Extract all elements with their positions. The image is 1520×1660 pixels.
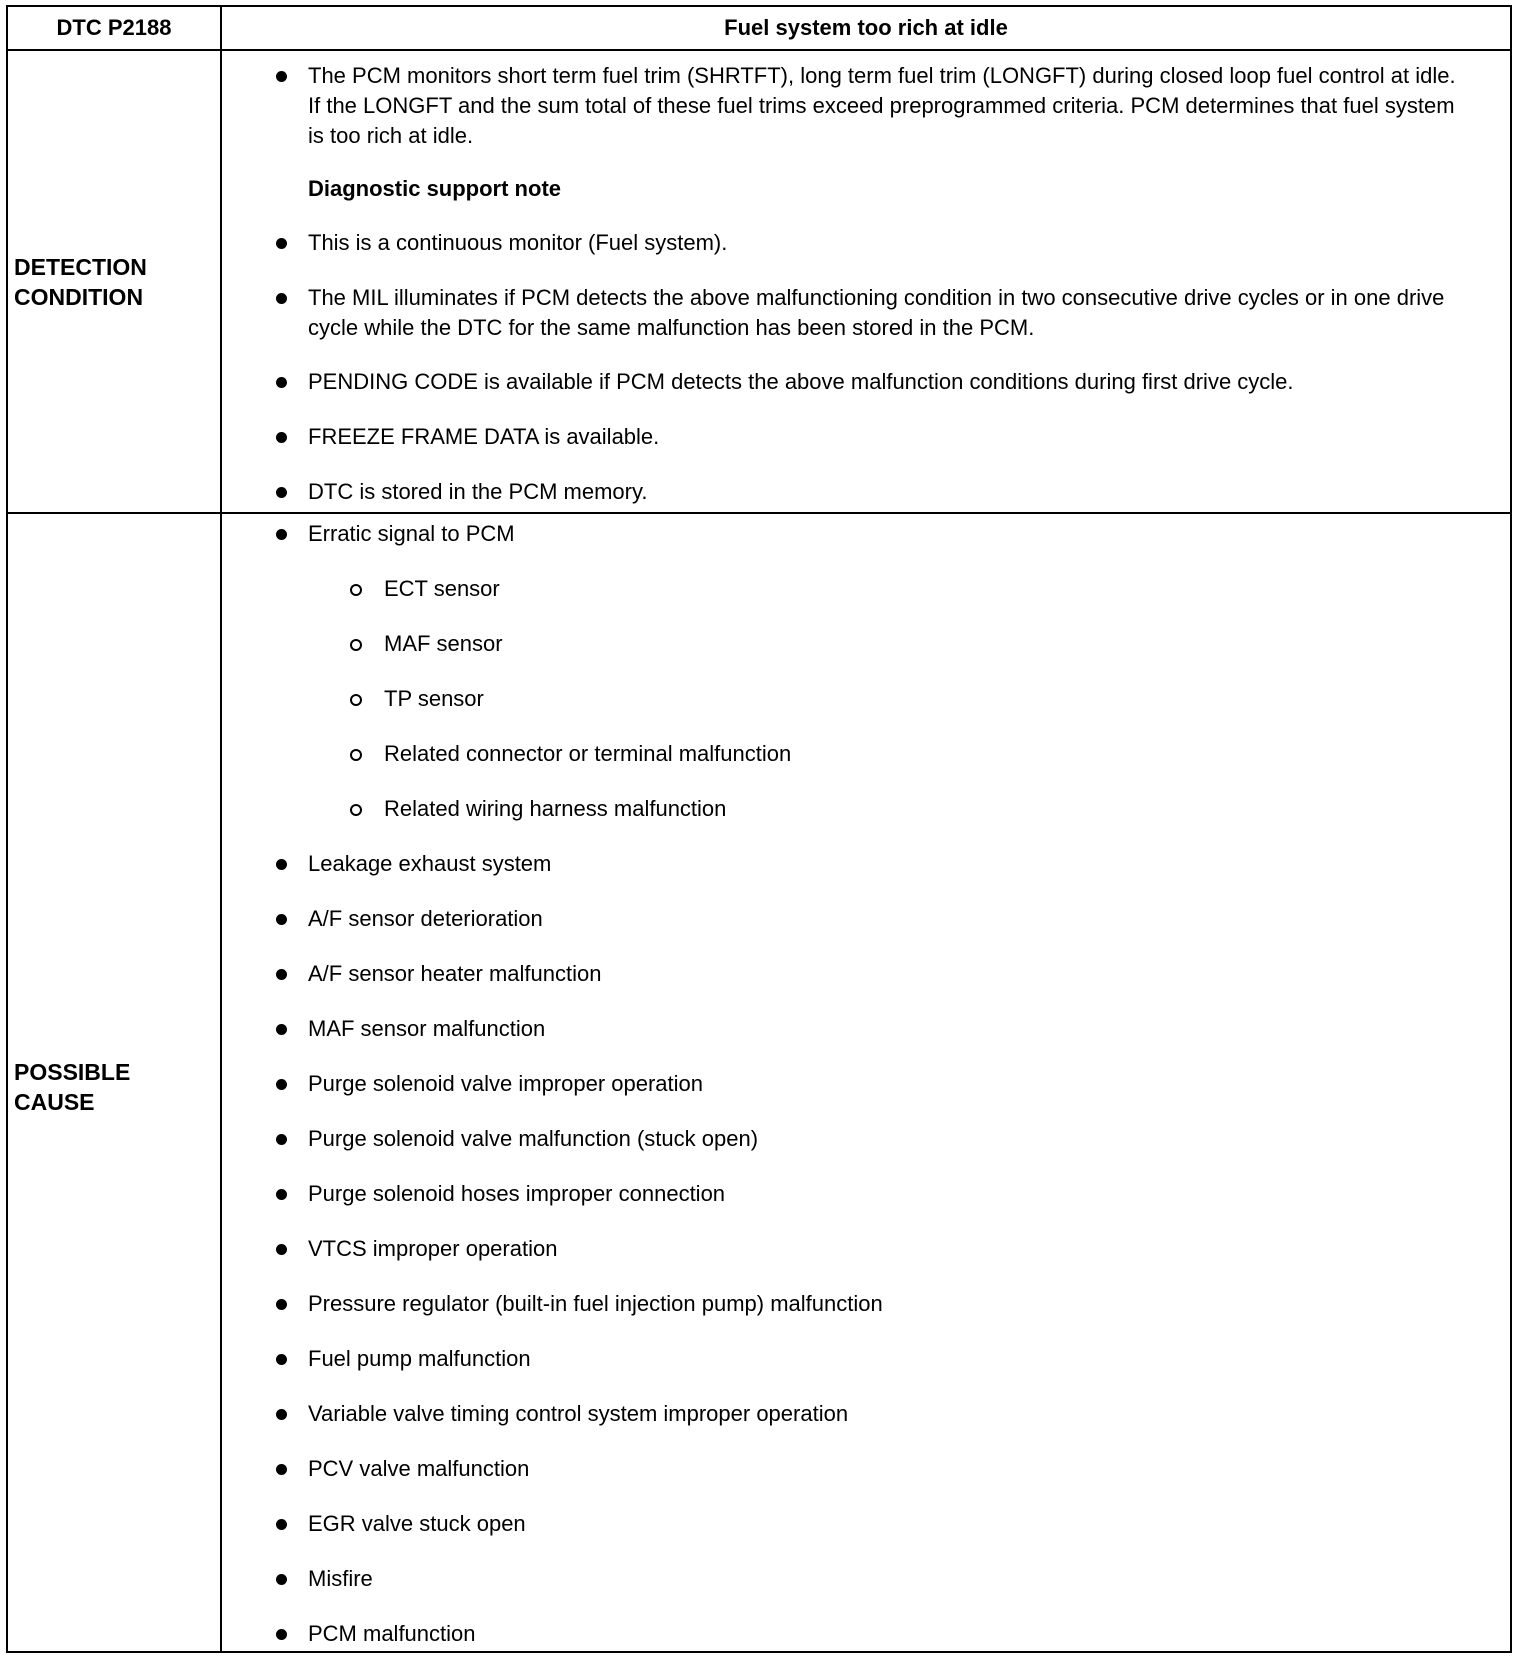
cause-item: Purge solenoid valve improper operation [262,1069,1472,1099]
bullet-icon [276,1079,287,1090]
bullet-icon [276,1134,287,1145]
hollow-bullet-icon [350,639,362,651]
hollow-bullet-icon [350,749,362,761]
detection-item: PENDING CODE is available if PCM detects the above malfunction conditions during first drive cycle. [262,367,1492,397]
bullet-icon [276,377,287,388]
cause-item: MAF sensor malfunction [262,1014,1472,1044]
cause-item: PCV valve malfunction [262,1454,1472,1484]
cause-item: PCM malfunction [262,1619,1472,1649]
diagnostic-support-note-heading: Diagnostic support note [308,176,561,201]
cause-item: A/F sensor deterioration [262,904,1472,934]
cause-item: Purge solenoid hoses improper connection [262,1179,1472,1209]
cause-item: Purge solenoid valve malfunction (stuck open) [262,1124,1472,1154]
bullet-icon [276,1189,287,1200]
bullet-icon [276,238,287,249]
detection-item: FREEZE FRAME DATA is available. [262,422,1472,452]
cause-sub-item: MAF sensor [338,629,1438,659]
cause-sub-item: Related connector or terminal malfunction [338,739,1438,769]
bullet-icon [276,1354,287,1365]
bullet-icon [276,969,287,980]
detection-condition-label: DETECTION CONDITION [14,254,147,310]
row-divider [8,512,1510,514]
bullet-icon [276,293,287,304]
cause-item: Misfire [262,1564,1472,1594]
cause-item: Pressure regulator (built-in fuel injection pump) malfunction [262,1289,1472,1319]
cause-item: A/F sensor heater malfunction [262,959,1472,989]
cause-sub-item: ECT sensor [338,574,1438,604]
cause-item: EGR valve stuck open [262,1509,1472,1539]
hollow-bullet-icon [350,694,362,706]
cause-item: Leakage exhaust system [262,849,1472,879]
detection-item: This is a continuous monitor (Fuel system). [262,228,1472,258]
dtc-title: Fuel system too rich at idle [724,15,1008,40]
bullet-icon [276,1024,287,1035]
hollow-bullet-icon [350,804,362,816]
bullet-icon [276,432,287,443]
cause-item: VTCS improper operation [262,1234,1472,1264]
cause-item: Variable valve timing control system improper operation [262,1399,1472,1429]
possible-cause-label: POSSIBLE CAUSE [14,1059,131,1115]
cause-sub-item: Related wiring harness malfunction [338,794,1438,824]
cause-item: Fuel pump malfunction [262,1344,1472,1374]
bullet-icon [276,1629,287,1640]
hollow-bullet-icon [350,584,362,596]
detection-item: The PCM monitors short term fuel trim (SHRTFT), long term fuel trim (LONGFT) during closed loop fuel control at idle. If the LONGFT and the sum total of these fuel trims exceed preprogrammed criteria. PCM determines that fuel system is too rich at idle. [262,61,1472,151]
bullet-icon [276,1244,287,1255]
dtc-code: DTC P2188 [56,15,172,40]
bullet-icon [276,859,287,870]
bullet-icon [276,71,287,82]
bullet-icon [276,487,287,498]
bullet-icon [276,529,287,540]
dtc-table [6,5,1512,1653]
bullet-icon [276,1409,287,1420]
bullet-icon [276,1519,287,1530]
cause-item: Erratic signal to PCM [262,519,1472,549]
bullet-icon [276,1299,287,1310]
bullet-icon [276,1574,287,1585]
detection-item: DTC is stored in the PCM memory. [262,477,1472,507]
column-divider [220,7,222,1651]
header-divider [8,49,1510,51]
bullet-icon [276,914,287,925]
cause-sub-item: TP sensor [338,684,1438,714]
bullet-icon [276,1464,287,1475]
detection-item: The MIL illuminates if PCM detects the above malfunctioning condition in two consecutive drive cycles or in one drive cycle while the DTC for the same malfunction has been stored in the PCM. [262,283,1472,343]
